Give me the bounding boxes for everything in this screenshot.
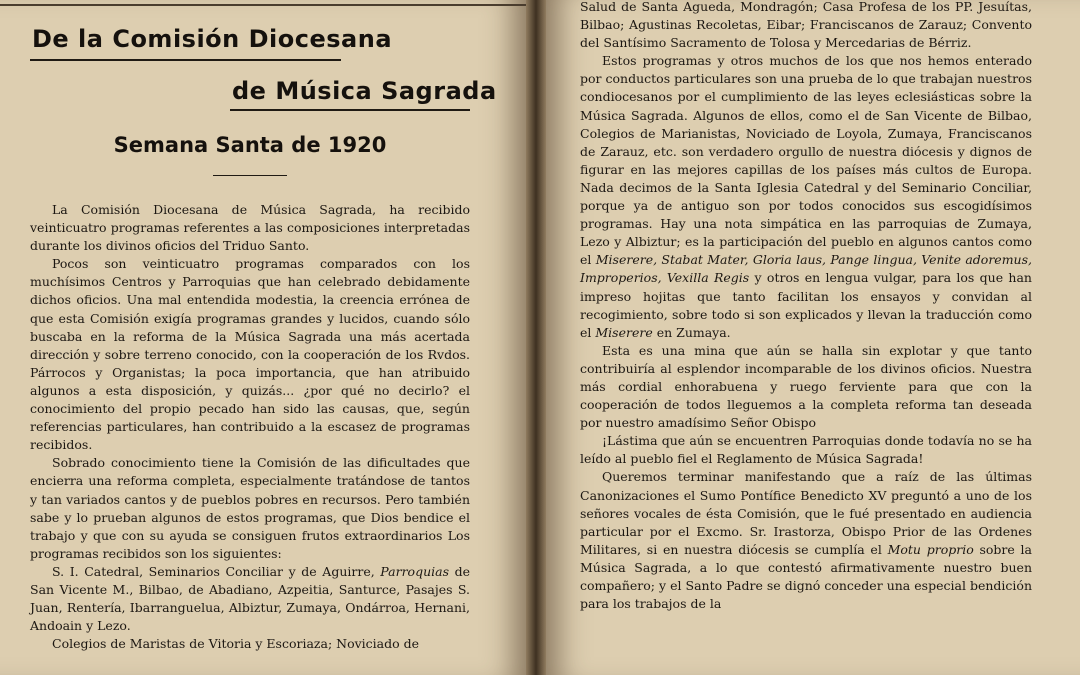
paragraph: ¡Lástima que aún se encuentren Parroquias donde todavía no se ha leído al pueblo fiel el Reglamento de Música Sagrada!: [580, 433, 1032, 467]
paragraph: Esta es una mina que aún se halla sin explotar y que tanto contribuiría al esplendor incomparable de los divinos oficios. Nuestra más cordial enhorabuena y ruego ferviente para que con la cooperación de todos lleguemos a la completa reforma tan deseada por nuestro amadísimo Señor Obispo: [580, 342, 1032, 431]
left-page: [0, 0, 526, 675]
section-title: Semana Santa de 1920: [113, 133, 387, 157]
paragraph: La Comisión Diocesana de Música Sagrada, ha recibido veinticuatro programas referentes a las composiciones interpretadas durante los divinos oficios del Triduo Santo.: [30, 202, 470, 254]
italic-text: Parroquias: [380, 563, 449, 579]
header-line-1: De la Comisión Diocesana: [32, 25, 393, 53]
text-run: S. I. Catedral, Seminarios Conciliar y de Aguirre,: [52, 563, 381, 579]
paragraph: Colegios de Maristas de Vitoria y Escoriaza; Noviciado de: [52, 636, 420, 652]
text-run: y otros en lengua vulgar, para los que han impreso hojitas que tanto facilitan los ensayos y convidan al recogimiento, sobre todo si son explicados y llevan la traducción como el: [580, 270, 1032, 340]
text-run: Estos programas y otros muchos de los que nos hemos enterado por conductos particulares son una prueba de lo que trabajan nuestros condiocesanos por el cumplimiento de las leyes eclesiásticas sobre la Música Sagrada. Algunos de ellos, como el de San Vicente de Bilbao, Colegios de Marianistas, Noviciado de Loyola, Zumaya, Franciscanos de Zarauz, etc. son verdadero orgullo de nuestra diócesis y dignos de figurar en las mejores capillas de los países más cultos de Europa. Nada decimos de la Santa Iglesia Catedral y del Seminario Conciliar, porque ya de antiguo son por todos conocidos sus escogidísimos programas. Hay una nota simpática en las parroquias de Zumaya, Lezo y Albiztur; es la participación del pueblo en algunos cantos como el: [580, 53, 1032, 268]
italic-text: Motu proprio: [887, 541, 974, 557]
header-line-2: de Música Sagrada: [232, 77, 497, 105]
text-run: en Zumaya.: [652, 324, 731, 340]
right-body-text: [580, 0, 1032, 613]
italic-text: Miserere: [595, 324, 653, 340]
book-gutter: [526, 0, 546, 675]
title-divider: [213, 175, 287, 176]
header-underline-2: [230, 109, 470, 111]
italic-text: Miserere, Stabat Mater, Gloria laus, Pange lingua, Venite adoremus, Improperios, Vexilla Regis: [580, 252, 1032, 286]
text-run: Queremos terminar manifestando que a raíz de las últimas Canonizaciones el Sumo Pontífice Benedicto XV preguntó a uno de los señores vocales de ésta Comisión, que le fué presentado en audiencia particular por el Excmo. Sr. Irastorza, Obispo Prior de las Ordenes Militares, si en nuestra diócesis se cumplía el: [580, 469, 1032, 557]
right-page: [546, 0, 1080, 675]
paragraph: [30, 563, 470, 635]
paragraph: [580, 468, 1032, 613]
left-body-text: [30, 201, 470, 653]
top-border: [0, 0, 526, 6]
text-run: de San Vicente M., Bilbao, de Abadiano, Azpeitia, Santurce, Pasajes S. Juan, Rentería, Ibarranguelua, Albiztur, Zumaya, Ondárroa, Hernani, Andoain y Lezo.: [30, 563, 470, 634]
text-run: sobre la Música Sagrada, a lo que contestó afirmativamente nuestro buen compañero; y el Santo Padre se dignó conceder una especial bendición para los trabajos de la: [580, 541, 1033, 612]
paragraph: [580, 52, 1032, 342]
paragraph: Salud de Santa Agueda, Mondragón; Casa Profesa de los PP. Jesuítas, Bilbao; Agustinas Recoletas, Eibar; Franciscanos de Zarauz; Convento del Santísimo Sacramento de Tolosa y Mercedarias de Bérriz.: [580, 0, 1032, 51]
paragraph: Pocos son veinticuatro programas comparados con los muchísimos Centros y Parroquias que han celebrado debidamente dichos oficios. Una mal entendida modestia, la creencia errónea de que esta Comisión exigía programas grandes y lucidos, cuando sólo buscaba en la reforma de la Música Sagrada una más acertada dirección y sobre terreno conocido, con la cooperación de los Rvdos. Párrocos y Organistas; la poca importancia, que han atribuido algunos a esta disposición, y quizás... ¿por qué no decirlo? el conocimiento del propio pecado han sido las causas, que, según referencias particulares, han contribuido a la escasez de programas recibidos.: [30, 256, 470, 453]
header-underline-1: [30, 59, 341, 61]
paragraph: Sobrado conocimiento tiene la Comisión de las dificultades que encierra una reforma completa, especialmente tratándose de tantos y tan variados cantos y de pueblos pobres en recursos. Pero también sabe y lo prueban algunos de estos programas, que Dios bendice el trabajo y que con su ayuda se consiguen frutos extraordinarios Los programas recibidos son los siguientes:: [30, 455, 470, 561]
